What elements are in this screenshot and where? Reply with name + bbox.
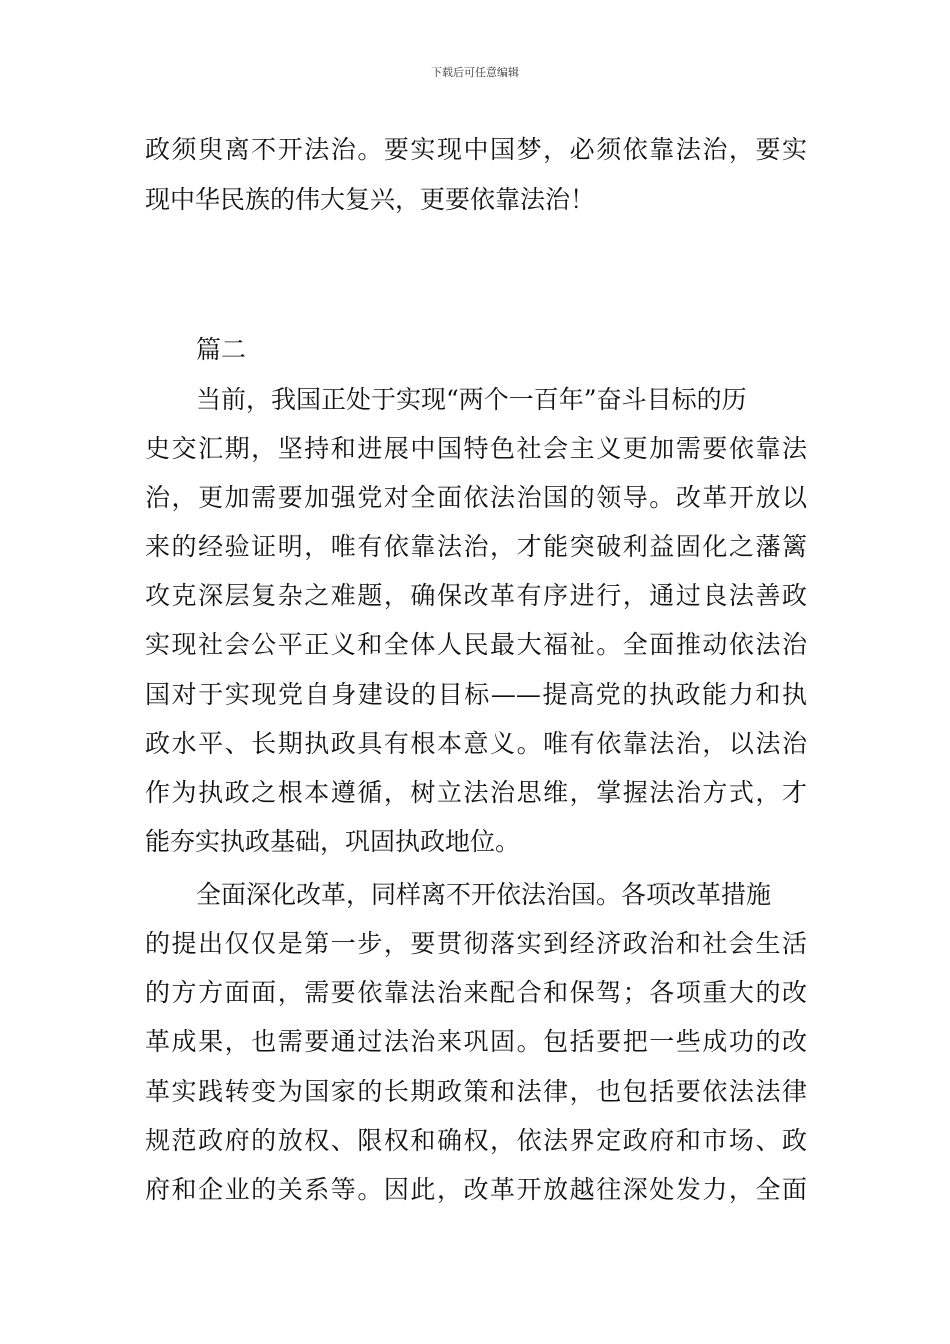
text-line: 作为执政之根本遵循，树立法治思维，掌握法治方式，才	[145, 778, 807, 807]
text-line: 全面深化改革，同样离不开依法治国。各项改革措施	[196, 880, 772, 909]
section-title: 篇二	[196, 335, 247, 364]
text-line: 现中华民族的伟大复兴，更要依靠法治！	[145, 185, 596, 214]
text-line: 国对于实现党自身建设的目标——提高党的执政能力和执	[145, 680, 807, 709]
text-line: 革实践转变为国家的长期政策和法律，也包括要依法法律	[145, 1077, 807, 1106]
text-line: 当前，我国正处于实现“两个一百年”奋斗目标的历	[196, 385, 747, 414]
text-line: 规范政府的放权、限权和确权，依法界定政府和市场、政	[145, 1126, 807, 1155]
text-line: 能夯实执政基础，巩固执政地位。	[145, 827, 521, 856]
text-line: 府和企业的关系等。因此，改革开放越往深处发力，全面	[145, 1175, 807, 1204]
text-line: 治，更加需要加强党对全面依法治国的领导。改革开放以	[145, 483, 807, 512]
text-line: 史交汇期，坚持和进展中国特色社会主义更加需要依靠法	[145, 434, 807, 463]
text-line: 政水平、长期执政具有根本意义。唯有依靠法治，以法治	[145, 729, 807, 758]
text-line: 攻克深层复杂之难题，确保改革有序进行，通过良法善政	[145, 581, 807, 610]
text-line: 的提出仅仅是第一步，要贯彻落实到经济政治和社会生活	[145, 929, 807, 958]
page-header-note: 下载后可任意编辑	[431, 66, 519, 79]
text-line: 实现社会公平正义和全体人民最大福祉。全面推动依法治	[145, 630, 807, 659]
text-line: 政须臾离不开法治。要实现中国梦，必须依靠法治，要实	[145, 135, 807, 164]
text-line: 的方方面面，需要依靠法治来配合和保驾；各项重大的改	[145, 978, 807, 1007]
text-line: 革成果，也需要通过法治来巩固。包括要把一些成功的改	[145, 1027, 807, 1056]
text-line: 来的经验证明，唯有依靠法治，才能突破利益固化之藩篱	[145, 532, 807, 561]
